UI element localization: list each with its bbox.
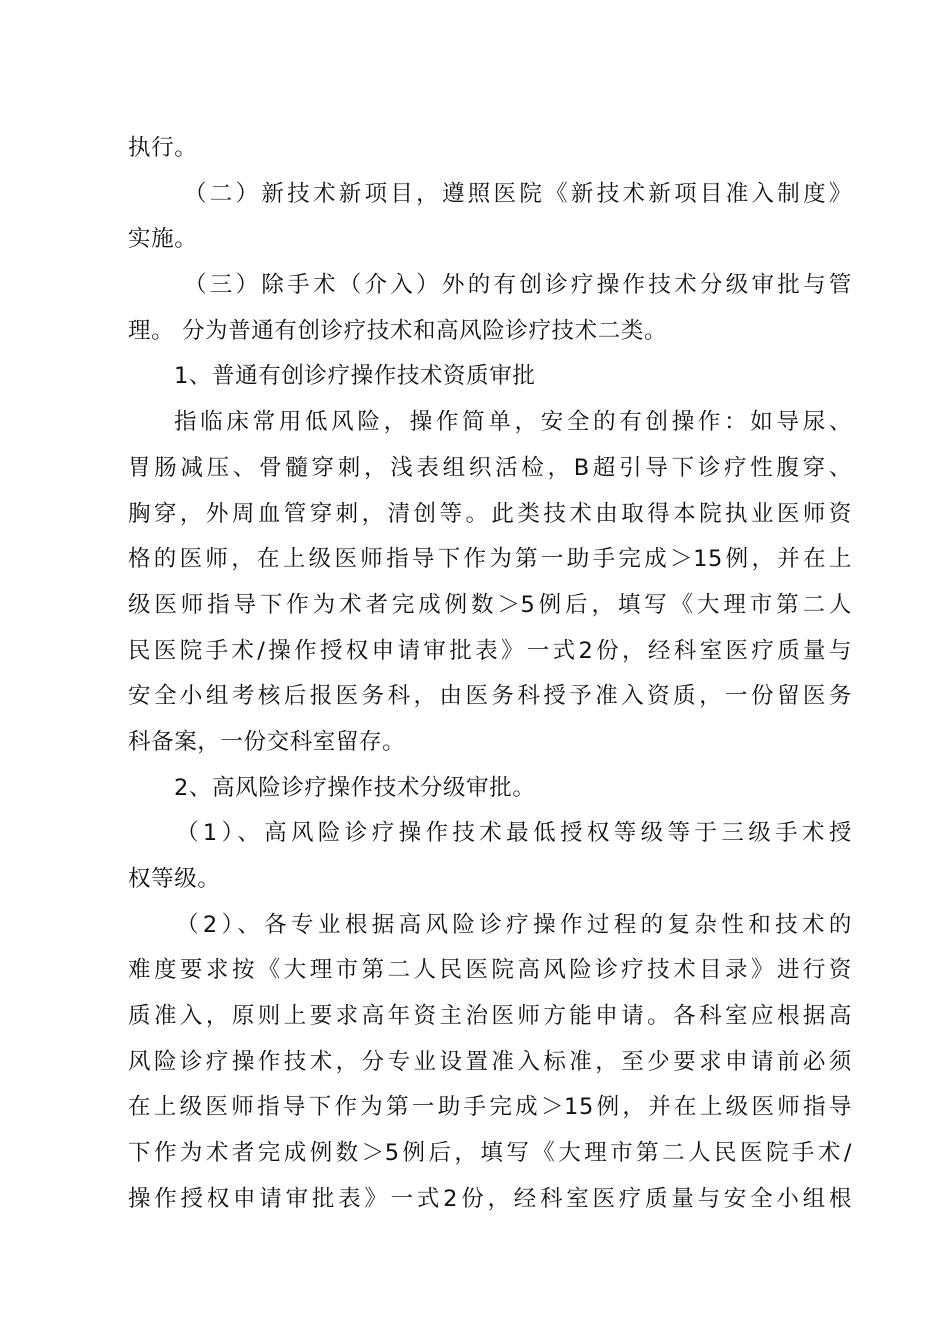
text-line: 指临床常用低风险，操作简单，安全的有创操作：如导尿、 (174, 409, 852, 436)
text-line: 胸穿，外周血管穿刺，清创等。此类技术由取得本院执业医师资 (128, 500, 852, 527)
text-line: 操作授权申请审批表》一式2份，经科室医疗质量与安全小组根 (128, 1185, 852, 1212)
text-line: （1）、高风险诊疗操作技术最低授权等级等于三级手术授 (176, 820, 852, 847)
text-line: 难度要求按《大理市第二人民医院高风险诊疗技术目录》进行资 (128, 957, 852, 984)
text-line: 安全小组考核后报医务科，由医务科授予准入资质，一份留医务 (128, 683, 852, 710)
text-line: 风险诊疗操作技术，分专业设置准入标准，至少要求申请前必须 (128, 1048, 852, 1075)
text-line: （三）除手术（介入）外的有创诊疗操作技术分级审批与管 (184, 272, 852, 299)
text-line: 1、普通有创诊疗操作技术资质审批 (174, 363, 536, 390)
text-line: 质准入，原则上要求高年资主治医师方能申请。各科室应根据高 (128, 1003, 852, 1030)
text-line: 2、高风险诊疗操作技术分级审批。 (174, 774, 536, 801)
text-line: 下作为术者完成例数＞5例后，填写《大理市第二人民医院手术/ (128, 1140, 852, 1167)
text-line: 执行。 (128, 135, 198, 161)
text-line: （二）新技术新项目，遵照医院《新技术新项目准入制度》 (184, 180, 852, 207)
text-line: 胃肠减压、骨髓穿刺，浅表组织活检，B超引导下诊疗性腹穿、 (128, 454, 852, 481)
text-line: 实施。 (128, 226, 198, 253)
text-line: 民医院手术/操作授权申请审批表》一式2份，经科室医疗质量与 (128, 637, 852, 664)
text-line: （2）、各专业根据高风险诊疗操作过程的复杂性和技术的 (176, 911, 852, 938)
text-line: 格的医师，在上级医师指导下作为第一助手完成＞15例，并在上 (128, 546, 852, 573)
text-line: 理。 分为普通有创诊疗技术和高风险诊疗技术二类。 (128, 317, 668, 344)
text-line: 科备案，一份交科室留存。 (128, 728, 406, 755)
text-line: 级医师指导下作为术者完成例数＞5例后，填写《大理市第二人 (128, 591, 852, 618)
text-line: 在上级医师指导下作为第一助手完成＞15例，并在上级医师指导 (128, 1094, 852, 1121)
document-body (128, 126, 852, 1223)
text-line: 权等级。 (128, 866, 221, 892)
